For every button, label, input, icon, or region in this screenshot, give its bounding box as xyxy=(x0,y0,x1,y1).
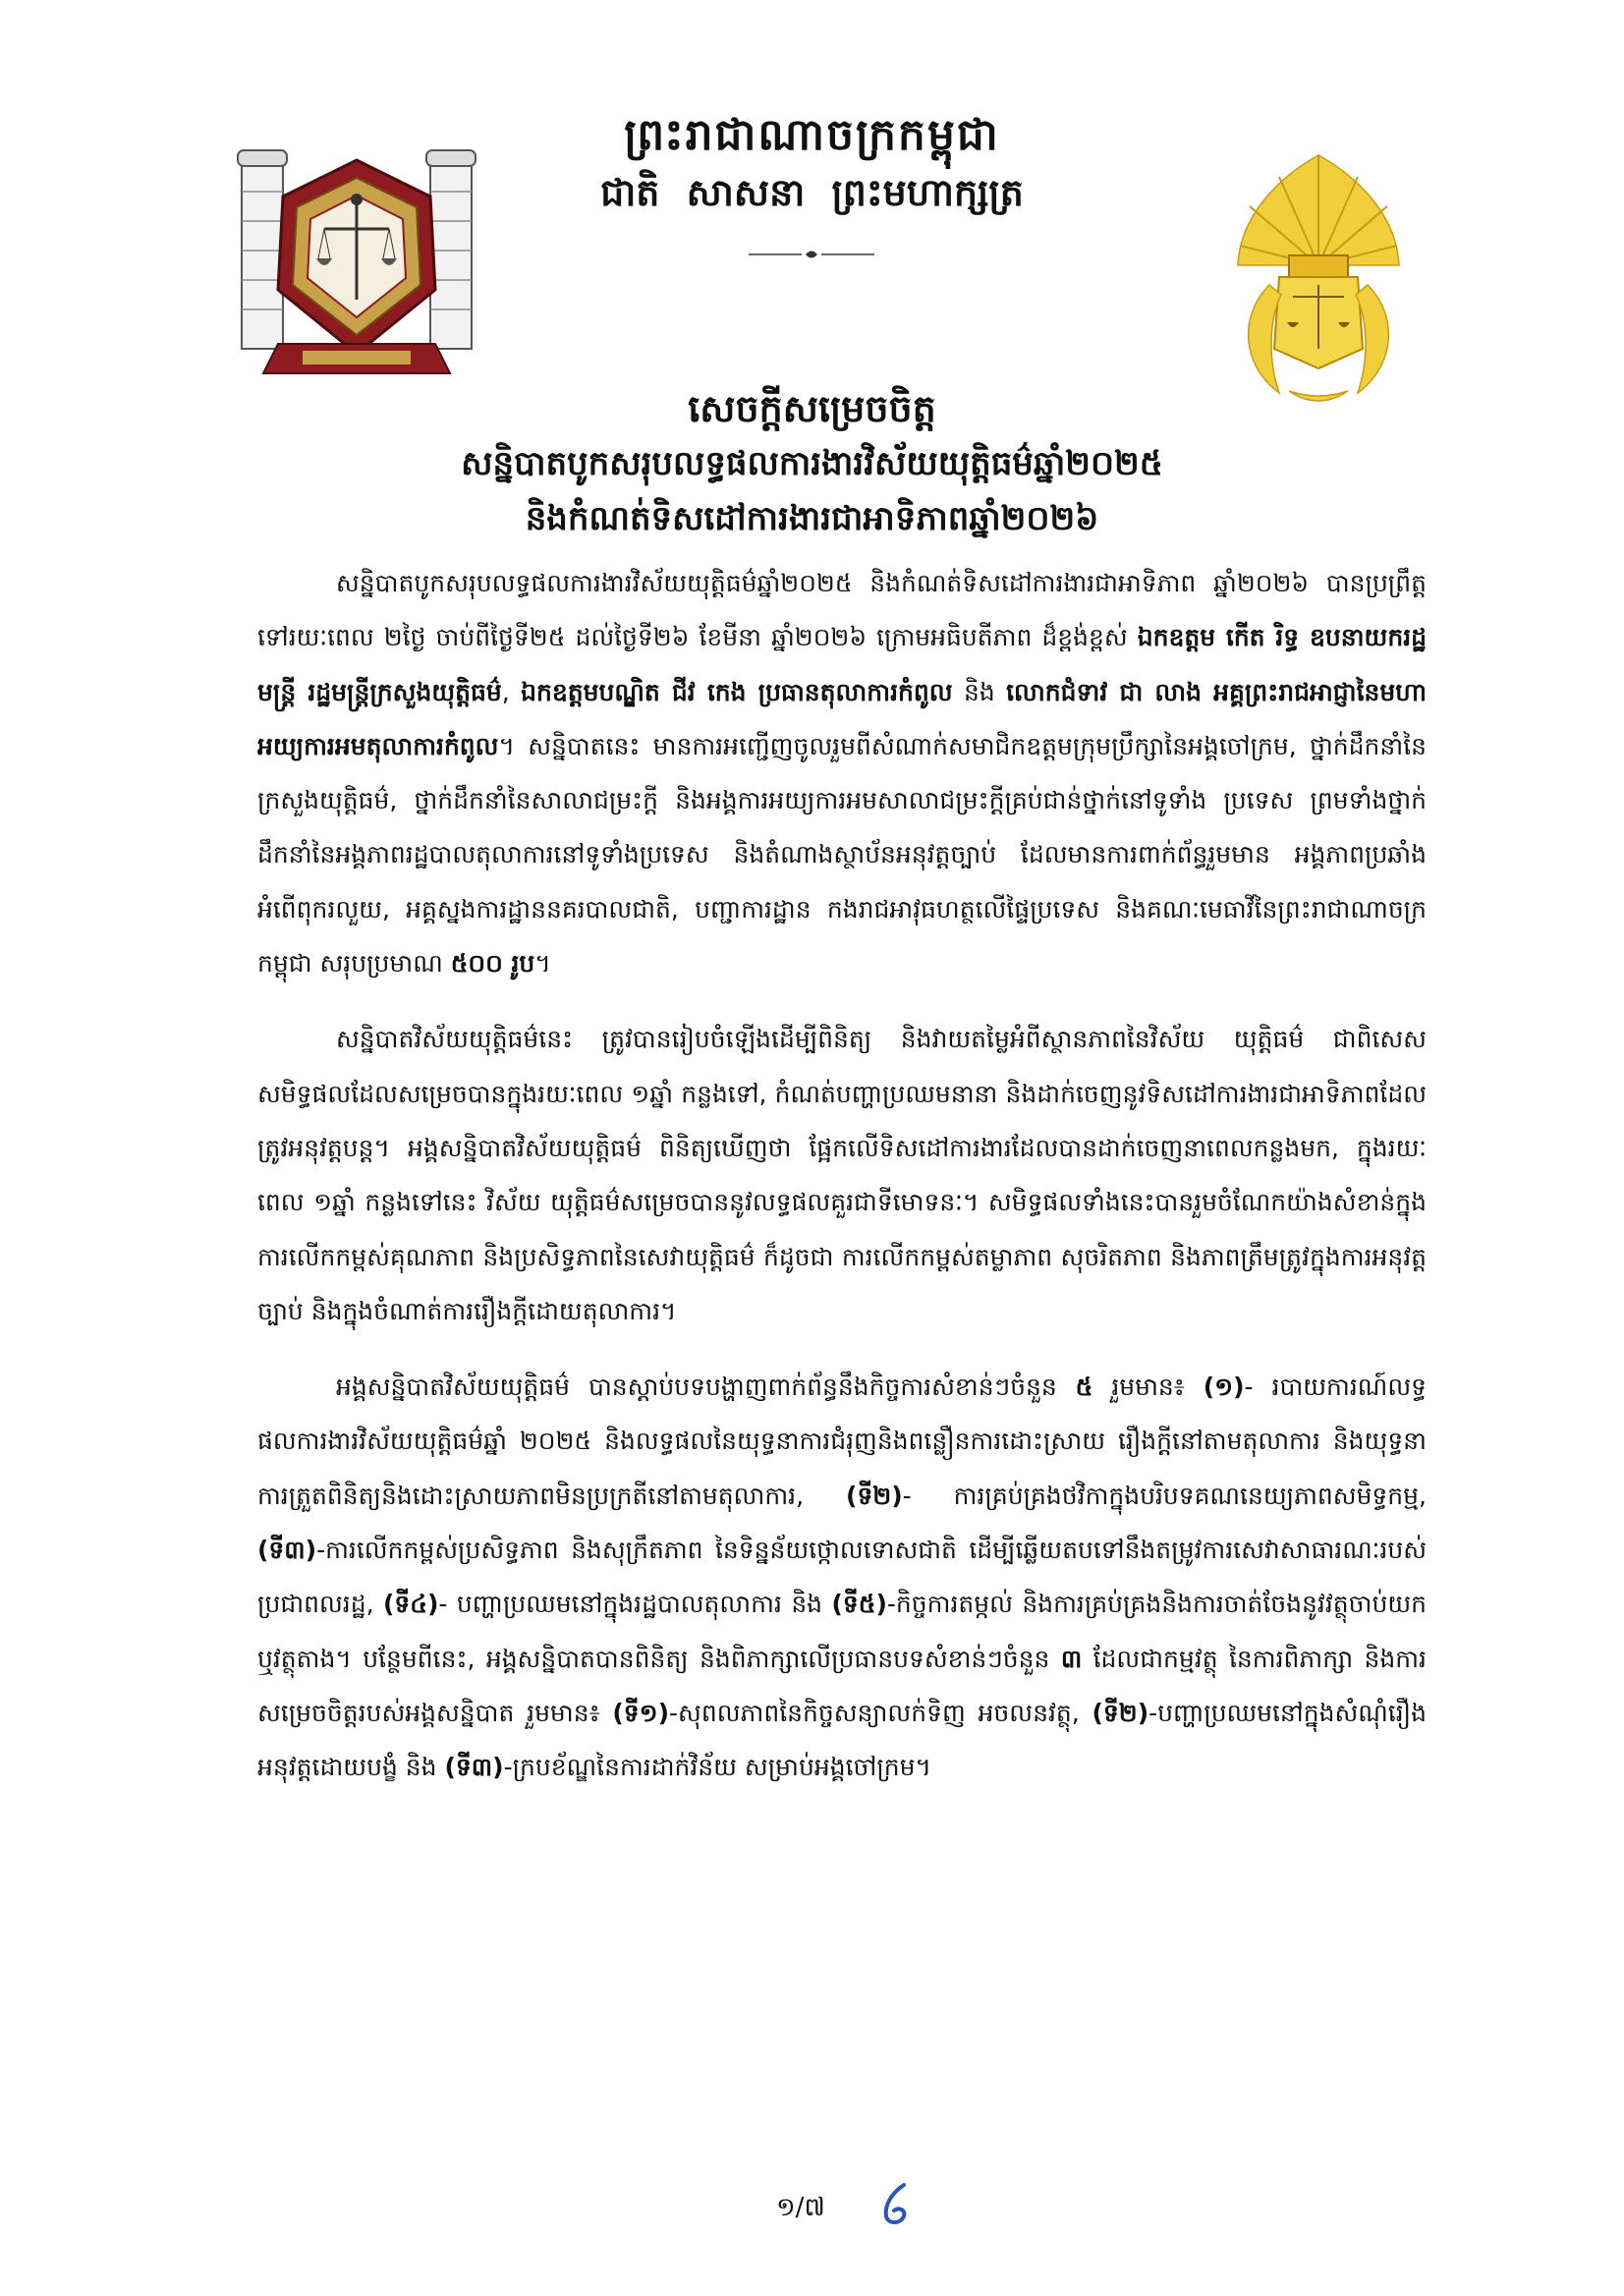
p3-text-4: - ការគ្រប់គ្រងថវិកាក្នុងបរិបទគណនេយ្យភាពសមិទ្ធកម្ម, xyxy=(902,1481,1427,1510)
p3-text-5: -ការលើកកម្ពស់ប្រសិទ្ធភាព និងសុក្រឹតភាព នៃទិន្នន័យថ្កោលទោសជាតិ ដើម្បីឆ្លើយតបទៅនឹងតម្រូវការសេវាសាធារណៈរបស់ប្រជាពលរដ្ឋ, xyxy=(257,1536,1427,1619)
document-body xyxy=(257,556,1427,1817)
paragraph-1 xyxy=(257,556,1427,990)
national-motto: ជាតិ សាសនា ព្រះមហាក្សត្រ xyxy=(600,170,1024,214)
document-subtitle-line1: សន្និបាតបូកសរុបលទ្ធផលការងារវិស័យយុត្តិធម៌ឆ្នាំ២០២៥ xyxy=(461,444,1163,483)
p3-bold-10: (ទី៣) xyxy=(444,1753,504,1782)
p1-bold-2: ឯកឧត្តមបណ្ឌិត ជីវ កេង ប្រធានតុលាការកំពូល xyxy=(521,677,953,706)
p3-bold-3: (ទី២) xyxy=(846,1481,903,1510)
document-title: សេចក្តីសម្រេចចិត្ត xyxy=(688,386,936,430)
p1-text-2: , xyxy=(501,677,522,706)
p1-text-3: និង xyxy=(952,677,1007,706)
page-number: ១/៧ xyxy=(776,2193,825,2222)
p3-text-1: អង្គសន្និបាតវិស័យយុត្តិធម៌ បានស្តាប់បទបង្ហាញពាក់ព័ន្ធនឹងកិច្ចការសំខាន់ៗចំនួន xyxy=(336,1372,1076,1402)
p3-text-9: -សុពលភាពនៃកិច្ចសន្យាលក់ទិញ អចលនវត្ថុ, xyxy=(669,1698,1092,1727)
p3-text-11: -ក្របខ័ណ្ឌនៃការដាក់វិន័យ សម្រាប់អង្គចៅក្រម។ xyxy=(503,1753,931,1782)
paragraph-2: សន្និបាតវិស័យយុត្តិធម៌នេះ ត្រូវបានរៀបចំឡើងដើម្បីពិនិត្យ និងវាយតម្លៃអំពីស្ថានភាពនៃវិស័យ យុត្តិធម៌ ជាពិសេស សមិទ្ធផលដែលសម្រេចបានក្នុងរយៈពេល ១ឆ្នាំ កន្លងទៅ, កំណត់បញ្ហាប្រឈមនានា និងដាក់ចេញនូវទិសដៅការងារជាអាទិភាពដែលត្រូវអនុវត្តបន្ត។ អង្គសន្និបាតវិស័យយុត្តិធម៌ ពិនិត្យឃើញថា ផ្អែកលើទិសដៅការងារដែលបានដាក់ចេញនាពេលកន្លងមក, ក្នុងរយៈពេល ១ឆ្នាំ កន្លងទៅនេះ វិស័យ យុត្តិធម៌សម្រេចបាននូវលទ្ធផលគួរជាទីមោទនៈ។ សមិទ្ធផលទាំងនេះបានរួមចំណែកយ៉ាងសំខាន់ក្នុង ការលើកកម្ពស់គុណភាព និងប្រសិទ្ធភាពនៃសេវាយុត្តិធម៌ ក៏ដូចជា ការលើកកម្ពស់តម្លាភាព សុចរិតភាព និងភាពត្រឹមត្រូវក្នុងការអនុវត្តច្បាប់ និងក្នុងចំណាត់ការរឿងក្តីដោយតុលាការ។ xyxy=(257,1025,1427,1325)
kingdom-heading: ព្រះរាជាណាចក្រកម្ពុជា xyxy=(624,110,1000,160)
p3-text-8: ដែលជាកម្មវត្ថុ នៃការពិភាក្សា និងការសម្រេចចិត្តរបស់អង្គសន្និបាត រួមមាន៖ xyxy=(257,1644,1427,1727)
p3-bold-2: (១) xyxy=(1203,1372,1245,1402)
p3-bold-4: (ទី៣) xyxy=(257,1536,317,1565)
p3-text-7: -កិច្ចការតម្កល់ និងការគ្រប់គ្រងនិងការចាត់ចែងនូវវត្ថុចាប់យក ឬវត្ថុតាង។ បន្ថែមពីនេះ, អង្គសន្និបាតបានពិនិត្យ និងពិភាក្សាលើប្រធានបទសំខាន់ៗចំនួន xyxy=(257,1590,1427,1673)
document-title-block xyxy=(0,381,1624,546)
p1-text-5: ។ xyxy=(534,949,551,979)
p1-text-4: ។ សន្និបាតនេះ មានការអញ្ជើញចូលរួមពីសំណាក់សមាជិកឧត្តមក្រុមប្រឹក្សានៃអង្គចៅក្រម, ថ្នាក់ដឹកនាំនៃ ក្រសួងយុត្តិធម៌, ថ្នាក់ដឹកនាំនៃសាលាជម្រះក្តី និងអង្គការអយ្យការអមសាលាជម្រះក្តីគ្រប់ជាន់ថ្នាក់នៅទូទាំង ប្រទេស ព្រមទាំងថ្នាក់ដឹកនាំនៃអង្គភាពរដ្ឋបាលតុលាការនៅទូទាំងប្រទេស និងតំណាងស្ថាប័នអនុវត្តច្បាប់ ដែលមានការពាក់ព័ន្ធរួមមាន អង្គភាពប្រឆាំងអំពើពុករលួយ, អគ្គស្នងការដ្ឋាននគរបាលជាតិ, បញ្ជាការដ្ឋាន កងរាជអាវុធហត្ថលើផ្ទៃប្រទេស និងគណៈមេធាវីនៃព្រះរាជាណាចក្រកម្ពុជា សរុបប្រមាណ xyxy=(257,731,1427,979)
p3-text-3: - របាយការណ៍លទ្ធផលការងារវិស័យយុត្តិធម៌ឆ្នាំ ២០២៥ និងលទ្ធផលនៃយុទ្ធនាការជំរុញនិងពន្លឿនការដោះស្រាយ រឿងក្តីនៅតាមតុលាការ និងយុទ្ធនាការត្រួតពិនិត្យនិងដោះស្រាយភាពមិនប្រក្រតីនៅតាមតុលាការ, xyxy=(257,1372,1427,1510)
p3-bold-7: ៣ xyxy=(1060,1644,1083,1673)
p1-bold-1: ឯកឧត្តម កើត រិទ្ធ ឧបនាយករដ្ឋមន្ត្រី រដ្ឋមន្ត្រីក្រសួងយុត្តិធម៌ xyxy=(257,623,1428,706)
paragraph-3 xyxy=(257,1360,1427,1794)
p3-bold-9: (ទី២) xyxy=(1092,1698,1149,1727)
p3-text-10: -បញ្ហាប្រឈមនៅក្នុងសំណុំរឿងអនុវត្តដោយបង្ខំ និង xyxy=(257,1698,1427,1782)
p1-bold-4: ៥០០ រូប xyxy=(450,949,535,979)
p3-bold-1: ៥ xyxy=(1075,1372,1093,1402)
p3-bold-5: (ទី៤) xyxy=(382,1590,439,1619)
p3-bold-8: (ទី១) xyxy=(612,1698,670,1727)
judicial-scales-emblem-icon xyxy=(1220,147,1417,413)
divider-ornament-icon xyxy=(747,248,876,261)
p3-text-2: រួមមាន៖ xyxy=(1092,1372,1204,1402)
p1-text-1: សន្និបាតបូកសរុបលទ្ធផលការងារវិស័យយុត្តិធម៌ឆ្នាំ២០២៥ និងកំណត់ទិសដៅការងារជាអាទិភាព ឆ្នាំ២០២៦ បានប្រព្រឹត្តទៅរយៈពេល ២ថ្ងៃ ចាប់ពីថ្ងៃទី២៥ ដល់ថ្ងៃទី២៦ ខែមីនា ឆ្នាំ២០២៦ ក្រោមអធិបតីភាព ដ៏ខ្ពង់ខ្ពស់ xyxy=(257,569,1427,652)
p3-text-6: - បញ្ហាប្រឈមនៅក្នុងរដ្ឋបាលតុលាការ និង xyxy=(438,1590,832,1619)
p3-bold-6: (ទី៥) xyxy=(831,1590,887,1619)
document-subtitle-line2: និងកំណត់ទិសដៅការងារជាអាទិភាពឆ្នាំ២០២៦ xyxy=(525,499,1099,538)
handwritten-initial-icon xyxy=(876,2179,916,2228)
p1-bold-3: លោកជំទាវ ជា លាង អគ្គព្រះរាជអាជ្ញានៃមហាអយ្យការអមតុលាការកំពូល xyxy=(257,677,1427,760)
